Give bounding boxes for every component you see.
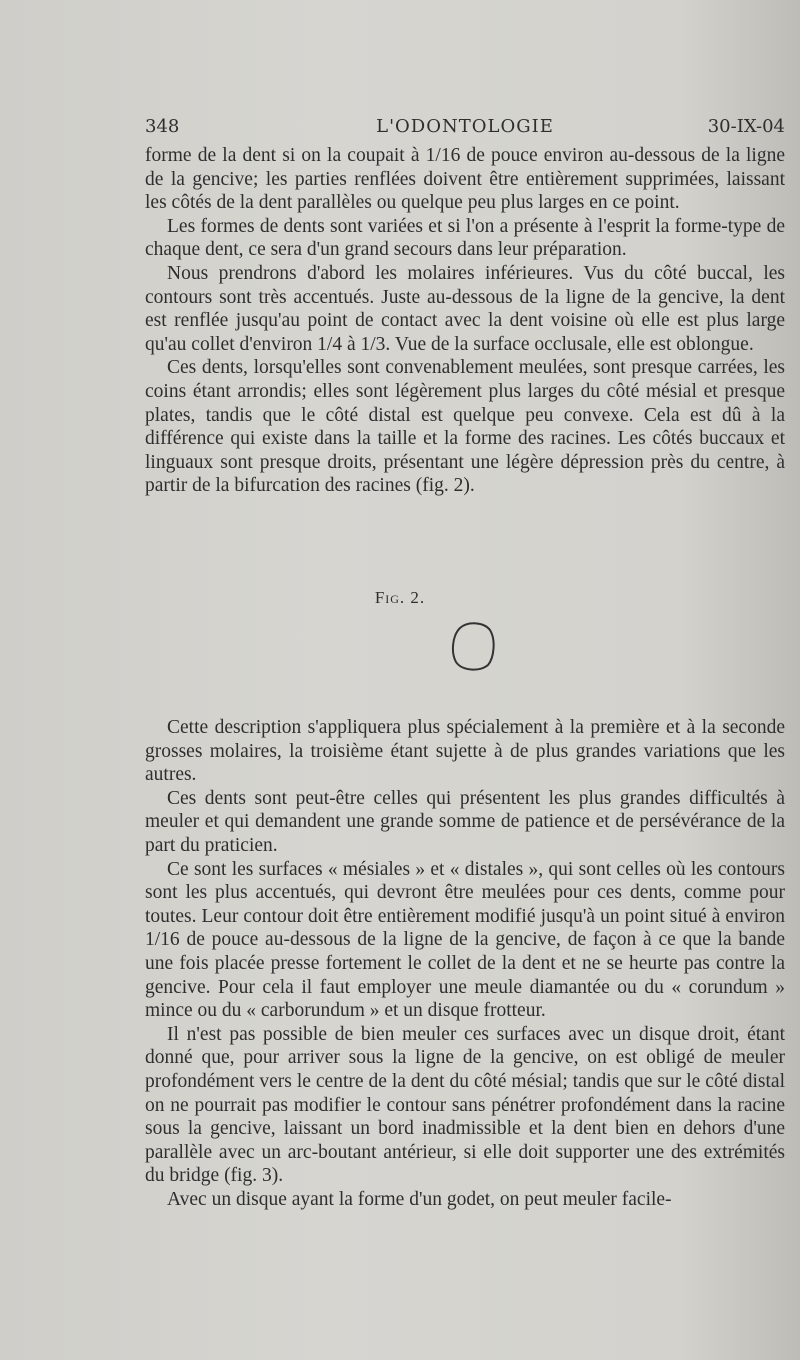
body-text-lower (145, 716, 785, 1211)
paragraph: Ces dents sont peut-être celles qui présentent les plus grandes difficultés à meuler et qui demandent une grande somme de patience et de persévérance de la part du praticien. (145, 787, 785, 856)
paragraph: Il n'est pas possible de bien meuler ces surfaces avec un disque droit, étant donné que, pour arriver sous la ligne de la gencive, on est obligé de meuler profondément vers le centre de la dent du côté mésial; tandis que sur le côté distal on ne pourrait pas modifier le contour sans pénétrer profondément dans la racine sous la gencive, laissant un bord inadmissible et la dent bien en dehors d'une parallèle avec un arc-boutant antérieur, si elle doit supporter une des extrémités du bridge (fig. 3). (145, 1023, 785, 1187)
journal-title: L'ODONTOLOGIE (376, 116, 554, 137)
paragraph: Ce sont les surfaces « mésiales » et « distales », qui sont celles où les contours sont les plus accentués, qui devront être meulées pour ces dents, comme pour toutes. Leur contour doit être entièrement modifié jusqu'à un point situé à environ 1/16 de pouce au-dessous de la ligne de la gencive, de façon à ce que la bande une fois placée presse fortement le collet de la dent et ne se heurte pas contre la gencive. Pour cela il faut employer une meule diamantée ou du « corundum » mince ou du « carborundum » et un disque frotteur. (145, 858, 785, 1022)
tooth-outline-figure (448, 618, 498, 674)
paragraph: Cette description s'appliquera plus spécialement à la première et à la seconde grosses molaires, la troisième étant sujette à de plus grandes variations que les autres. (145, 717, 785, 786)
paragraph: Nous prendrons d'abord les molaires inférieures. Vus du côté buccal, les contours sont très accentués. Juste au-dessous de la ligne de la gencive, la dent est renflée jusqu'au point de contact avec la dent voisine où elle est plus large qu'au collet d'environ 1/4 à 1/3. Vue de la surface occlusale, elle est oblongue. (145, 262, 785, 355)
paragraph: Ces dents, lorsqu'elles sont convenablement meulées, sont presque carrées, les coins étant arrondis; elles sont légèrement plus larges du côté mésial et presque plates, tandis que le côté distal est quelque peu convexe. Cela est dû à la différence qui existe dans la taille et la forme des racines. Les côtés buccaux et linguaux sont presque droits, présentant une légère dépression près du centre, à partir de la bifurcation des racines (fig. 2). (145, 357, 785, 497)
running-header (145, 116, 785, 142)
issue-date: 30-IX-04 (707, 116, 785, 137)
paragraph: Les formes de dents sont variées et si l'on a présente à l'esprit la forme-type de chaque dent, ce sera d'un grand secours dans leur préparation. (145, 215, 785, 261)
paragraph: Avec un disque ayant la forme d'un godet, on peut meuler facile- (167, 1188, 672, 1210)
body-text-upper (145, 144, 785, 498)
paragraph: forme de la dent si on la coupait à 1/16 de pouce environ au-dessous de la ligne de la gencive; les parties renflées doivent être entièrement supprimées, laissant les côtés de la dent parallèles ou quelque peu plus larges en ce point. (145, 145, 785, 214)
page-number: 348 (145, 116, 180, 137)
figure-caption: Fig. 2. (374, 588, 426, 607)
